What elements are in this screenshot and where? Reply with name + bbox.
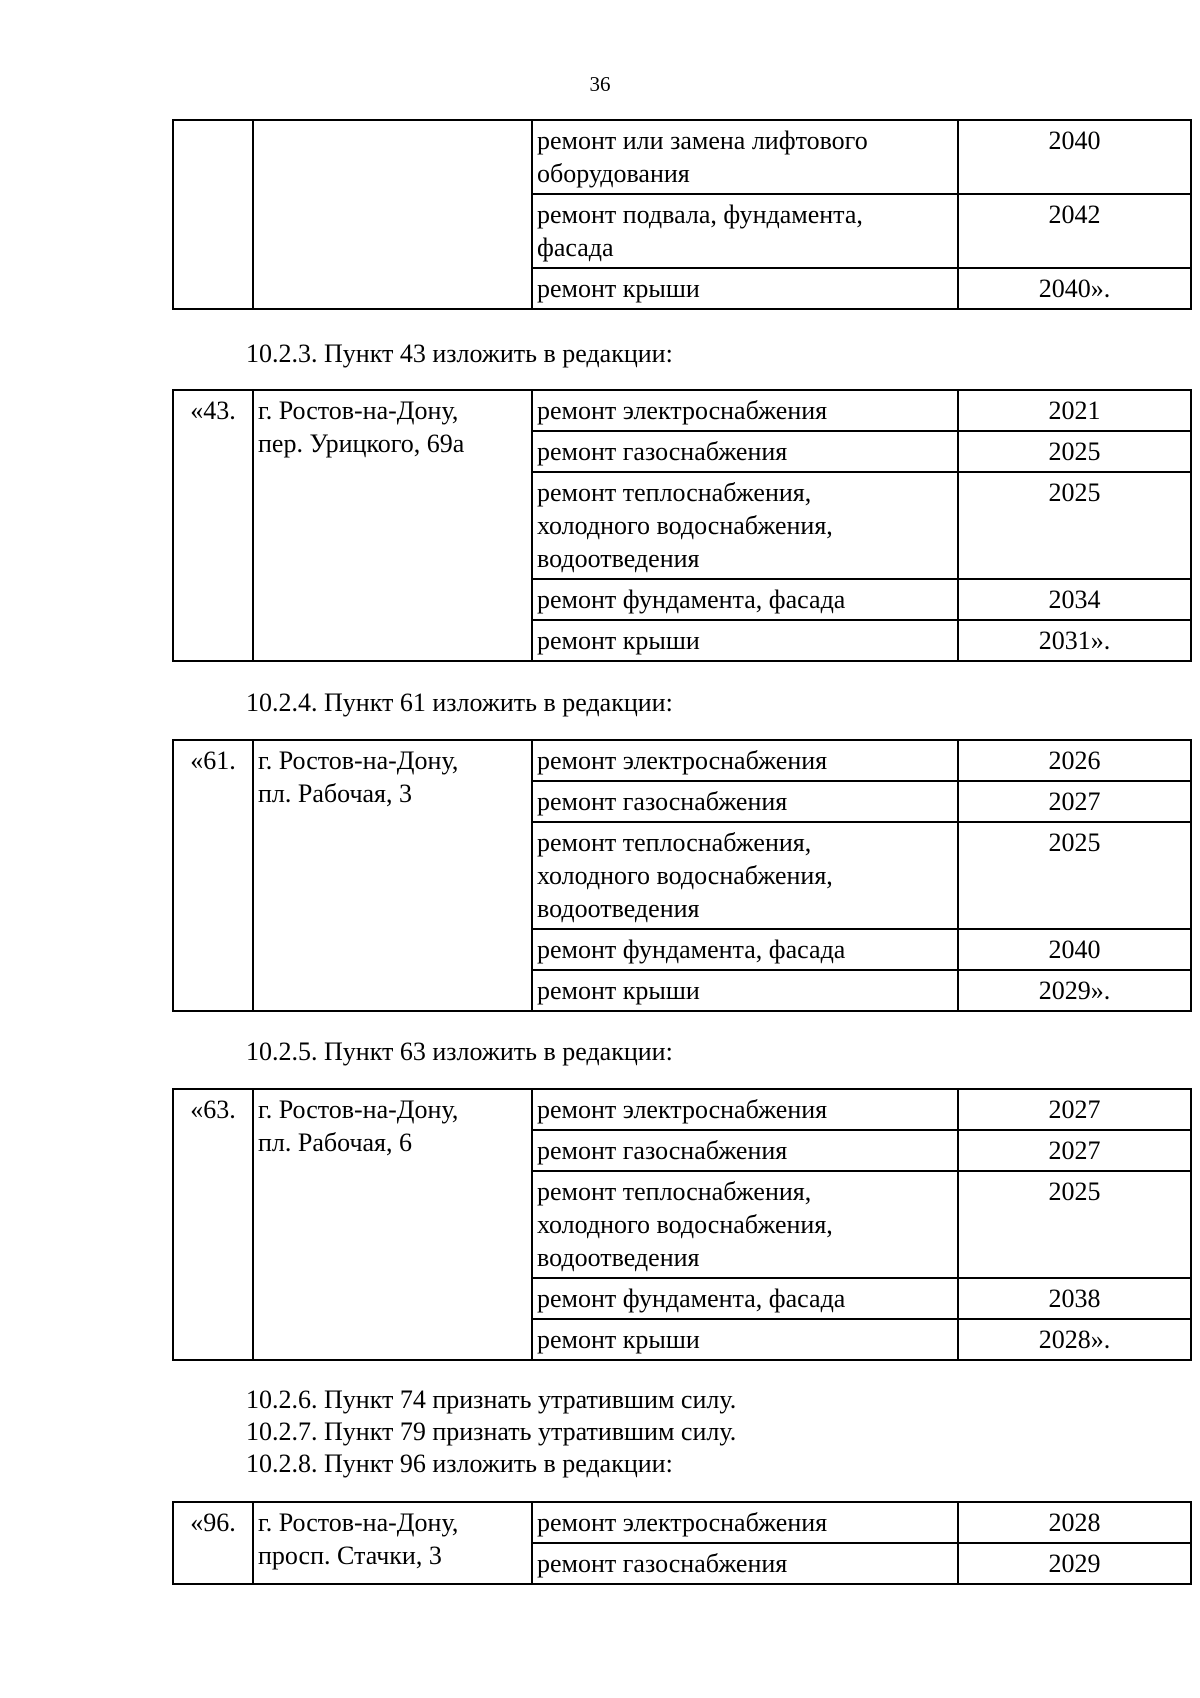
paragraph-10-2-5: 10.2.5. Пункт 63 изложить в редакции: xyxy=(246,1037,673,1066)
table-row xyxy=(173,740,1191,781)
year-cell: 2029 xyxy=(958,1543,1191,1584)
work-type-cell: ремонт электроснабжения xyxy=(532,390,958,431)
address-cell: г. Ростов-на-Дону, пл. Рабочая, 3 xyxy=(253,740,532,1011)
year-cell: 2027 xyxy=(958,1130,1191,1171)
year-cell: 2042 xyxy=(958,194,1191,268)
work-type-cell: ремонт теплоснабжения, холодного водоснабжения, водоотведения xyxy=(532,822,958,929)
address-cell: г. Ростов-на-Дону, пер. Урицкого, 69а xyxy=(253,390,532,661)
work-type-cell: ремонт крыши xyxy=(532,1319,958,1360)
paragraph-10-2-8: 10.2.8. Пункт 96 изложить в редакции: xyxy=(246,1449,673,1478)
work-type-cell: ремонт газоснабжения xyxy=(532,1130,958,1171)
year-cell: 2025 xyxy=(958,472,1191,579)
work-type-cell: ремонт электроснабжения xyxy=(532,740,958,781)
work-type-cell: ремонт теплоснабжения, холодного водоснабжения, водоотведения xyxy=(532,1171,958,1278)
year-cell: 2028». xyxy=(958,1319,1191,1360)
work-type-cell: ремонт теплоснабжения, холодного водоснабжения, водоотведения xyxy=(532,472,958,579)
repair-table-continuation xyxy=(172,119,1192,310)
item-number-cell: «61. xyxy=(173,740,253,1011)
table-row xyxy=(173,1089,1191,1130)
work-type-cell: ремонт крыши xyxy=(532,268,958,309)
repair-table-item-63 xyxy=(172,1088,1192,1361)
year-cell: 2028 xyxy=(958,1502,1191,1543)
address-cell: г. Ростов-на-Дону, просп. Стачки, 3 xyxy=(253,1502,532,1584)
work-type-cell: ремонт газоснабжения xyxy=(532,431,958,472)
paragraph-10-2-4: 10.2.4. Пункт 61 изложить в редакции: xyxy=(246,688,673,717)
table-row xyxy=(173,1502,1191,1543)
year-cell: 2025 xyxy=(958,431,1191,472)
work-type-cell: ремонт электроснабжения xyxy=(532,1089,958,1130)
work-type-cell: ремонт электроснабжения xyxy=(532,1502,958,1543)
table-row xyxy=(173,390,1191,431)
item-number-cell: «43. xyxy=(173,390,253,661)
address-cell: г. Ростов-на-Дону, пл. Рабочая, 6 xyxy=(253,1089,532,1360)
year-cell: 2034 xyxy=(958,579,1191,620)
work-type-cell: ремонт фундамента, фасада xyxy=(532,929,958,970)
year-cell: 2025 xyxy=(958,822,1191,929)
work-type-cell: ремонт крыши xyxy=(532,970,958,1011)
year-cell: 2026 xyxy=(958,740,1191,781)
repair-table-item-43 xyxy=(172,389,1192,662)
item-number-cell xyxy=(173,120,253,309)
repair-table-item-61 xyxy=(172,739,1192,1012)
paragraph-10-2-7: 10.2.7. Пункт 79 признать утратившим силу. xyxy=(246,1417,737,1446)
repair-table-item-96 xyxy=(172,1501,1192,1585)
address-cell xyxy=(253,120,532,309)
year-cell: 2021 xyxy=(958,390,1191,431)
year-cell: 2038 xyxy=(958,1278,1191,1319)
table-row xyxy=(173,120,1191,194)
paragraph-10-2-6: 10.2.6. Пункт 74 признать утратившим силу. xyxy=(246,1385,737,1414)
work-type-cell: ремонт газоснабжения xyxy=(532,781,958,822)
work-type-cell: ремонт подвала, фундамента, фасада xyxy=(532,194,958,268)
year-cell: 2040». xyxy=(958,268,1191,309)
work-type-cell: ремонт фундамента, фасада xyxy=(532,579,958,620)
item-number-cell: «63. xyxy=(173,1089,253,1360)
year-cell: 2027 xyxy=(958,1089,1191,1130)
page-number: 36 xyxy=(589,72,611,96)
work-type-cell: ремонт газоснабжения xyxy=(532,1543,958,1584)
work-type-cell: ремонт фундамента, фасада xyxy=(532,1278,958,1319)
work-type-cell: ремонт крыши xyxy=(532,620,958,661)
year-cell: 2029». xyxy=(958,970,1191,1011)
year-cell: 2031». xyxy=(958,620,1191,661)
paragraph-10-2-3: 10.2.3. Пункт 43 изложить в редакции: xyxy=(246,339,673,368)
year-cell: 2027 xyxy=(958,781,1191,822)
work-type-cell: ремонт или замена лифтового оборудования xyxy=(532,120,958,194)
year-cell: 2040 xyxy=(958,120,1191,194)
year-cell: 2025 xyxy=(958,1171,1191,1278)
year-cell: 2040 xyxy=(958,929,1191,970)
item-number-cell: «96. xyxy=(173,1502,253,1584)
